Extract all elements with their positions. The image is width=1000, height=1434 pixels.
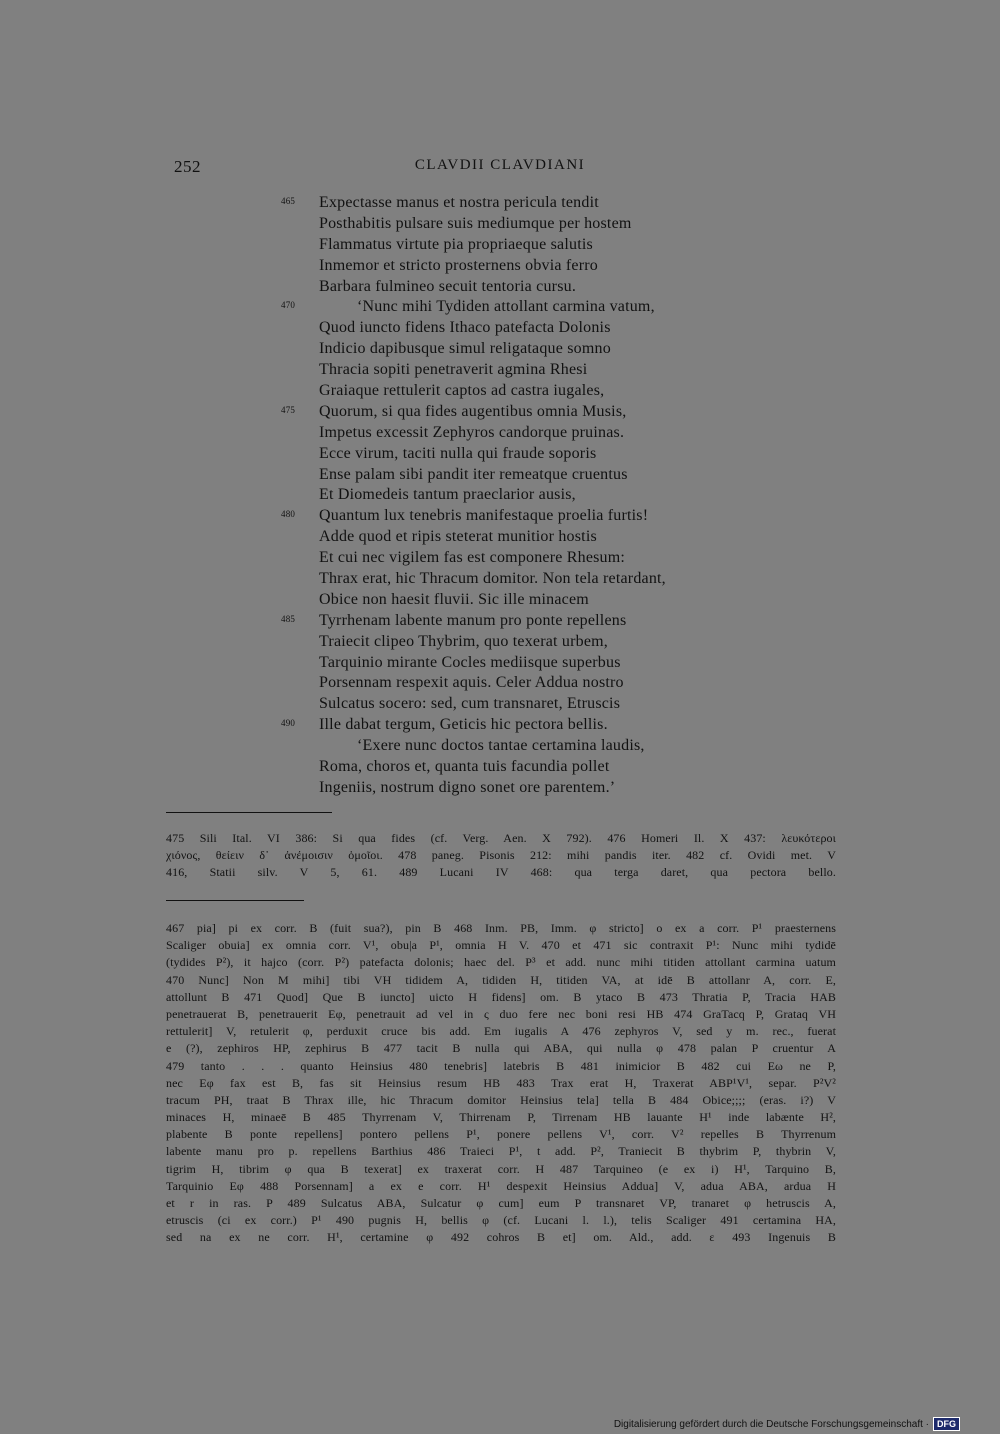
verse-text: Quod iuncto fidens Ithaco patefacta Dolonis [319, 319, 611, 337]
apparatus-line: plabente B ponte repellens] pontero pellens P¹, ponere pellens V¹, corr. V² repelles B Thyrrenum [166, 1127, 836, 1142]
line-number: 480 [281, 509, 296, 520]
running-head: CLAVDII CLAVDIANI [414, 157, 586, 173]
verse-line [0, 569, 1000, 590]
verse-line [0, 506, 1000, 527]
verse-text: Barbara fulmineo secuit tentoria cursu. [319, 277, 577, 295]
verse-text: Porsennam respexit aquis. Celer Addua nostro [319, 674, 624, 692]
dfg-logo: DFG [933, 1417, 960, 1431]
verse-line [0, 402, 1000, 423]
testimonia-line: 475 Sili Ital. VI 386: Si qua fides (cf. Verg. Aen. X 792). 476 Homeri Il. X 437: λευκότεροι [166, 831, 836, 845]
line-number: 465 [281, 196, 296, 206]
apparatus-line: tracum PH, traat B Thrax ille, hic Thracum domitor Heinsius tela] tella B 484 Obice;;;; (eras. i?) V [166, 1092, 836, 1107]
verse-line [0, 736, 1000, 757]
apparatus-line: rettulerit] V, retulerit φ, perduxit cruce bis add. Em iugalis A 476 zephyros V, sed y m. rec., fuerat [166, 1024, 836, 1039]
verse-line [0, 673, 1000, 694]
separator-rule [166, 900, 304, 901]
verse-line [0, 277, 1000, 298]
verse-text: Impetus excessit Zephyros candorque pruinas. [319, 423, 625, 441]
separator-rule [166, 812, 332, 813]
verse-line [0, 694, 1000, 715]
apparatus-line: Scaliger obuia] ex omnia corr. V¹, obu|a P¹, omnia H V. 470 et 471 sic contraxit P¹: Nunc mihi tydidē [166, 938, 836, 953]
apparatus-line: minaces H, minaeē B 485 Thyrrenam V, Thirrenam P, Tirrenam HB lauante H¹ inde labænte H², [166, 1110, 836, 1125]
apparatus-line: 470 Nunc] Non M mihi] tibi VH tididem A, tididen H, titiden VA, at idē B attollanr A, corr. E, [166, 972, 836, 987]
apparatus-line: Tarquinio Eφ 488 Porsennam] a ex e corr. H¹ despexit Heinsius Addua] V, adua ABA, ardua H [166, 1178, 836, 1193]
apparatus-line: sed na ex ne corr. H¹, certamine φ 492 cohros B et] om. Ald., add. ε 493 Ingenuis B [166, 1230, 836, 1245]
verse-text: Ingeniis, nostrum digno sonet ore parentem.’ [319, 778, 616, 796]
line-number: 485 [281, 613, 296, 624]
line-number: 475 [281, 404, 296, 415]
verse-line [0, 318, 1000, 339]
testimonia-notes [166, 830, 836, 882]
apparatus-line: tigrim H, tibrim φ qua B texerat] ex traxerat corr. H 487 Tarquineo (e ex i) H¹, Tarquino B, [166, 1161, 836, 1176]
apparatus-line: 467 pia] pi ex corr. B (fuit sua?), pin B 468 Inm. PB, Imm. φ stricto] o ex a corr. P¹ praesternens [166, 921, 836, 935]
testimonia-line: χιόνος, θείειν δ᾽ ἀνέμοισιν ὁμοῖοι. 478 paneg. Pisonis 212: mihi pandis iter. 482 cf. Ovidi met. V [166, 848, 836, 863]
verse-line [0, 653, 1000, 674]
verse-text: Graiaque rettulerit captos ad castra iugales, [319, 382, 605, 400]
testimonia-line: 416, Statii silv. V 5, 61. 489 Lucani IV 468: qua terga daret, qua pectora bello. [166, 865, 836, 880]
line-number: 470 [281, 300, 296, 311]
verse-text: Adde quod et ripis steterat munitior hostis [319, 528, 597, 546]
verse-text: Tyrrhenam labente manum pro ponte repellens [319, 611, 627, 629]
verse-line [0, 611, 1000, 632]
verse-text: Ecce virum, taciti nulla qui fraude soporis [319, 444, 597, 462]
verse-text: Indicio dapibusque simul religataque somno [319, 340, 611, 358]
verse-text: Obice non haesit fluvii. Sic ille minacem [319, 590, 589, 608]
verse-text: Ille dabat tergum, Geticis hic pectora bellis. [319, 716, 608, 734]
apparatus-line: et r in ras. P 489 Sulcatus ABA, Sulcatur φ cum] eum P transnaret VP, tranaret φ hetruscis A, [166, 1196, 836, 1210]
verse-text: Thrax erat, hic Thracum domitor. Non tela retardant, [319, 570, 666, 588]
critical-apparatus [166, 920, 836, 1247]
verse-block [0, 193, 1000, 799]
apparatus-line: penetrauerat B, penetrauerit Eφ, penetrauit ad vel in ς duo fere nec boni resi HB 474 GraTacq P, Grataq VH [166, 1006, 836, 1021]
verse-line [0, 214, 1000, 235]
verse-line [0, 256, 1000, 277]
page-number: 252 [174, 157, 201, 176]
verse-line [0, 193, 1000, 214]
verse-text: Posthabitis pulsare suis mediumque per hostem [319, 214, 632, 232]
digitization-credit [614, 1417, 960, 1431]
verse-line [0, 757, 1000, 778]
apparatus-line: nec Eφ fax est B, fas sit Heinsius resum HB 483 Trax erat H, Traxerat ABP¹V¹, separ. P²V² [166, 1075, 836, 1090]
apparatus-line: e (?), zephiros HP, zephirus B 477 tacit B nulla qui ABA, qui nulla φ 478 palan P cruentur A [166, 1041, 836, 1056]
apparatus-line: 479 tanto . . . quanto Heinsius 480 tenebris] latebris B 481 inimicior B 482 cui Eω ne P, [166, 1058, 836, 1073]
verse-line [0, 235, 1000, 256]
verse-line [0, 465, 1000, 486]
verse-line [0, 715, 1000, 736]
verse-line [0, 485, 1000, 506]
apparatus-line: attollunt B 471 Quod] Que B iuncto] uicto H fidens] om. B ytaco B 473 Thratia P, Tracia HAB [166, 989, 836, 1004]
apparatus-line: etruscis (ci ex corr.) P¹ 490 pugnis H, bellis φ (cf. Lucani l. l.), telis Scaliger 491 certamina HA, [166, 1213, 836, 1228]
verse-text: Et Diomedeis tantum praeclarior ausis, [319, 486, 576, 504]
verse-text: Inmemor et stricto prosternens obvia ferro [319, 256, 598, 274]
verse-text: ‘Nunc mihi Tydiden attollant carmina vatum, [357, 298, 655, 316]
verse-text: ‘Exere nunc doctos tantae certamina laudis, [357, 737, 645, 755]
verse-line [0, 360, 1000, 381]
verse-text: Et cui nec vigilem fas est componere Rhesum: [319, 549, 626, 567]
verse-text: Expectasse manus et nostra pericula tendit [319, 194, 599, 211]
verse-text: Thracia sopiti penetraverit agmina Rhesi [319, 361, 588, 379]
verse-text: Ense palam sibi pandit iter remeatque cruentus [319, 465, 628, 483]
verse-text: Sulcatus socero: sed, cum transnaret, Etruscis [319, 695, 621, 713]
verse-text: Quorum, si qua fides augentibus omnia Musis, [319, 402, 627, 420]
verse-text: Flammatus virtute pia propriaeque salutis [319, 235, 593, 253]
verse-line [0, 632, 1000, 653]
verse-line [0, 548, 1000, 569]
verse-line [0, 778, 1000, 799]
verse-text: Quantum lux tenebris manifestaque proelia furtis! [319, 507, 649, 525]
verse-line [0, 423, 1000, 444]
verse-text: Roma, choros et, quanta tuis facundia pollet [319, 758, 610, 776]
line-number: 490 [281, 718, 296, 729]
verse-line [0, 590, 1000, 611]
verse-line [0, 444, 1000, 465]
apparatus-line: (tydides P²), it hajco (corr. P²) patefacta dolonis; haec del. P³ et add. nunc mihi titiden attollant carmina uatum [166, 955, 836, 970]
verse-line [0, 381, 1000, 402]
credit-text: Digitalisierung gefördert durch die Deutsche Forschungsgemeinschaft · [613, 1418, 929, 1430]
apparatus-line: labente manu pro p. repellens Barthius 486 Traieci P¹, t add. P², Traniecit B thybrim P, thybrin V, [166, 1144, 836, 1159]
verse-line [0, 297, 1000, 318]
verse-line [0, 339, 1000, 360]
verse-line [0, 527, 1000, 548]
verse-text: Tarquinio mirante Cocles mediisque superbus [319, 653, 621, 671]
verse-text: Traiecit clipeo Thybrim, quo texerat urbem, [319, 632, 608, 650]
